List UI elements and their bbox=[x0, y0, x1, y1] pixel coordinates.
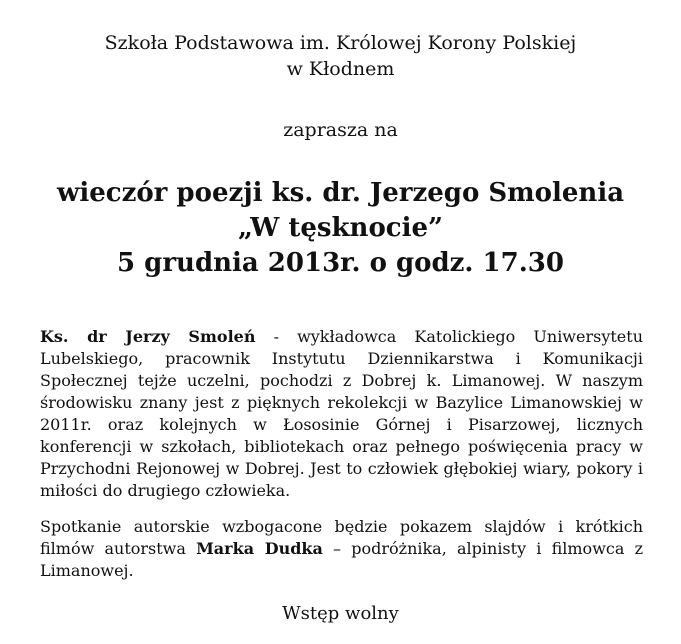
event-headline bbox=[0, 176, 681, 281]
bio-name: Ks. dr Jerzy Smoleń bbox=[40, 327, 256, 346]
school-name: Szkoła Podstawowa im. Królowej Korony Polskiej bbox=[104, 32, 577, 54]
invites-line: zaprasza na bbox=[283, 119, 398, 141]
event-title: wieczór poezji ks. dr. Jerzego Smolenia bbox=[56, 178, 625, 208]
event-subtitle: „W tęsknocie” bbox=[237, 213, 443, 243]
meeting-text-before: Spotkanie autorskie wzbogacone będzie pokazem slajdów i krótkich filmów autorstwa bbox=[40, 517, 643, 558]
free-entry: Wstęp wolny bbox=[282, 603, 399, 624]
school-header bbox=[0, 30, 681, 82]
event-date: 5 grudnia 2013r. o godz. 17.30 bbox=[117, 248, 564, 278]
bio-paragraph bbox=[40, 326, 643, 502]
meeting-text-after: – podróżnika, alpinisty i filmowca z Limanowej. bbox=[40, 539, 643, 580]
school-location: w Kłodnem bbox=[286, 58, 395, 80]
meeting-author: Marka Dudka bbox=[196, 539, 323, 558]
bio-text: - wykładowca Katolickiego Uniwersytetu Lubelskiego, pracownik Instytutu Dziennikarstwa i Komunikacji Społecznej tejże uczelni, pochodzi z Dobrej k. Limanowej. W naszym środowisku znany jest z pięknych rekolekcji w Bazylice Limanowskiej w 2011r. oraz kolejnych w Łososinie Górnej i Pisarzowej, licznych konferencji w szkołach, bibliotekach oraz pełnego poświęcenia pracy w Przychodni Rejonowej w Dobrej. Jest to człowiek głębokiej wiary, pokory i miłości do drugiego człowieka. bbox=[40, 327, 644, 500]
meeting-paragraph bbox=[40, 516, 643, 582]
